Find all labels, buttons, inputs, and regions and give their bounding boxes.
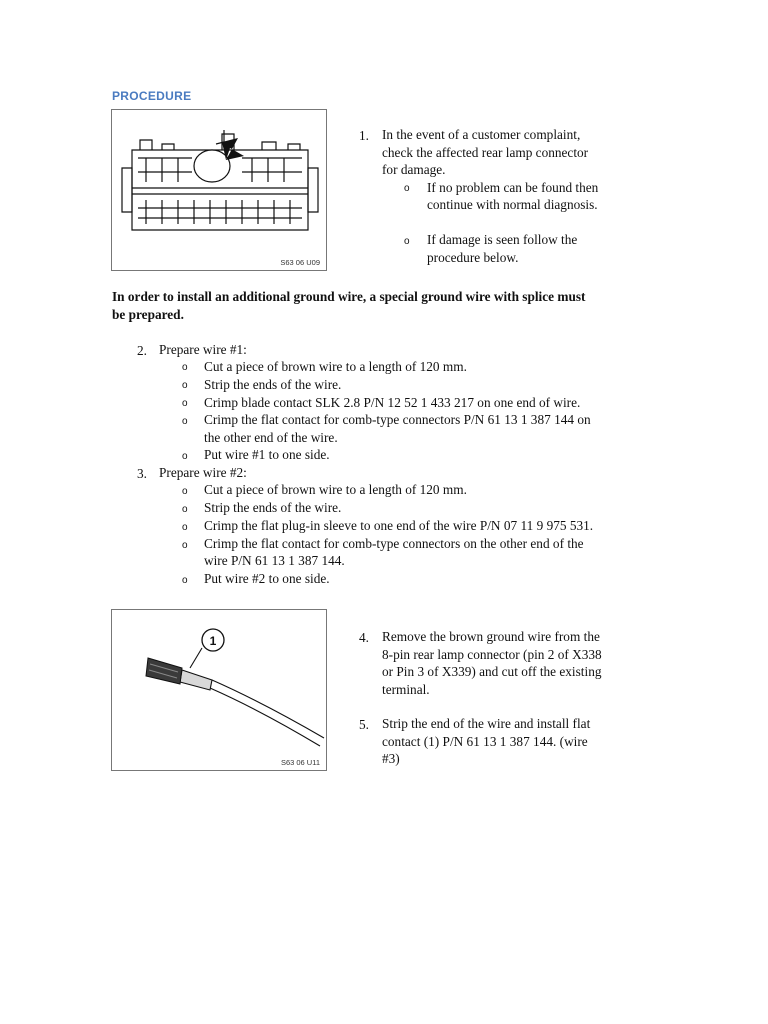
bullet-text: Put wire #2 to one side. xyxy=(204,571,330,586)
callout-label: 1 xyxy=(209,634,217,648)
bullet-text: continue with normal diagnosis. xyxy=(427,197,598,212)
bullet-text: Cut a piece of brown wire to a length of 120 mm. xyxy=(204,359,467,374)
figure-code: S63 06 U09 xyxy=(280,258,320,267)
bullet-text: Cut a piece of brown wire to a length of 120 mm. xyxy=(204,482,467,497)
step-3-title: Prepare wire #2: xyxy=(159,465,247,480)
intro-bold-line: be prepared. xyxy=(112,307,184,322)
bullet-marker: o xyxy=(182,522,188,533)
bullet-marker: o xyxy=(182,540,188,551)
step-5-line: #3) xyxy=(382,751,400,766)
step-4-number: 4. xyxy=(359,630,369,645)
bullet-text: If damage is seen follow the xyxy=(427,232,578,247)
bullet-text: the other end of the wire. xyxy=(204,430,338,445)
step-1-line: In the event of a customer complaint, xyxy=(382,127,581,142)
bullet-marker: o xyxy=(182,380,188,391)
bullet-text: procedure below. xyxy=(427,250,519,265)
step-3-number: 3. xyxy=(137,466,147,481)
step-4-line: or Pin 3 of X339) and cut off the existing xyxy=(382,664,602,679)
step-1-line: check the affected rear lamp connector xyxy=(382,145,589,160)
bullet-text: Crimp the flat contact for comb-type connectors on the other end of the xyxy=(204,536,584,551)
intro-bold-line: In order to install an additional ground wire, a special ground wire with splice must xyxy=(112,289,586,304)
step-4-line: 8-pin rear lamp connector (pin 2 of X338 xyxy=(382,647,602,662)
step-5-line: Strip the end of the wire and install flat xyxy=(382,716,591,731)
connector-drawing xyxy=(112,110,326,270)
bullet-marker: o xyxy=(182,398,188,409)
step-2-number: 2. xyxy=(137,343,147,358)
bullet-text: Strip the ends of the wire. xyxy=(204,377,342,392)
bullet-text: Crimp blade contact SLK 2.8 P/N 12 52 1 433 217 on one end of wire. xyxy=(204,395,581,410)
step-4-line: Remove the brown ground wire from the xyxy=(382,629,600,644)
connector-figure xyxy=(111,109,327,271)
bullet-text: If no problem can be found then xyxy=(427,180,599,195)
step-1-line: for damage. xyxy=(382,162,446,177)
bullet-text: Strip the ends of the wire. xyxy=(204,500,342,515)
bullet-marker: o xyxy=(182,451,188,462)
bullet-text: Crimp the flat contact for comb-type connectors P/N 61 13 1 387 144 on xyxy=(204,412,591,427)
bullet-marker: o xyxy=(404,183,410,194)
wire-contact-figure xyxy=(111,609,327,771)
bullet-marker: o xyxy=(182,416,188,427)
step-5-line: contact (1) P/N 61 13 1 387 144. (wire xyxy=(382,734,588,749)
step-5-number: 5. xyxy=(359,717,369,732)
bullet-text: Crimp the flat plug-in sleeve to one end of the wire P/N 07 11 9 975 531. xyxy=(204,518,594,533)
figure-code: S63 06 U11 xyxy=(280,758,320,767)
bullet-marker: o xyxy=(182,362,188,373)
step-1-number: 1. xyxy=(359,128,369,143)
wire-contact-drawing xyxy=(112,610,326,770)
bullet-marker: o xyxy=(182,575,188,586)
bullet-marker: o xyxy=(404,236,410,247)
step-4-line: terminal. xyxy=(382,682,430,697)
step-2-title: Prepare wire #1: xyxy=(159,342,247,357)
bullet-marker: o xyxy=(182,504,188,515)
bullet-marker: o xyxy=(182,486,188,497)
bullet-text: Put wire #1 to one side. xyxy=(204,447,330,462)
section-heading: PROCEDURE xyxy=(112,89,192,103)
bullet-text: wire P/N 61 13 1 387 144. xyxy=(204,553,345,568)
